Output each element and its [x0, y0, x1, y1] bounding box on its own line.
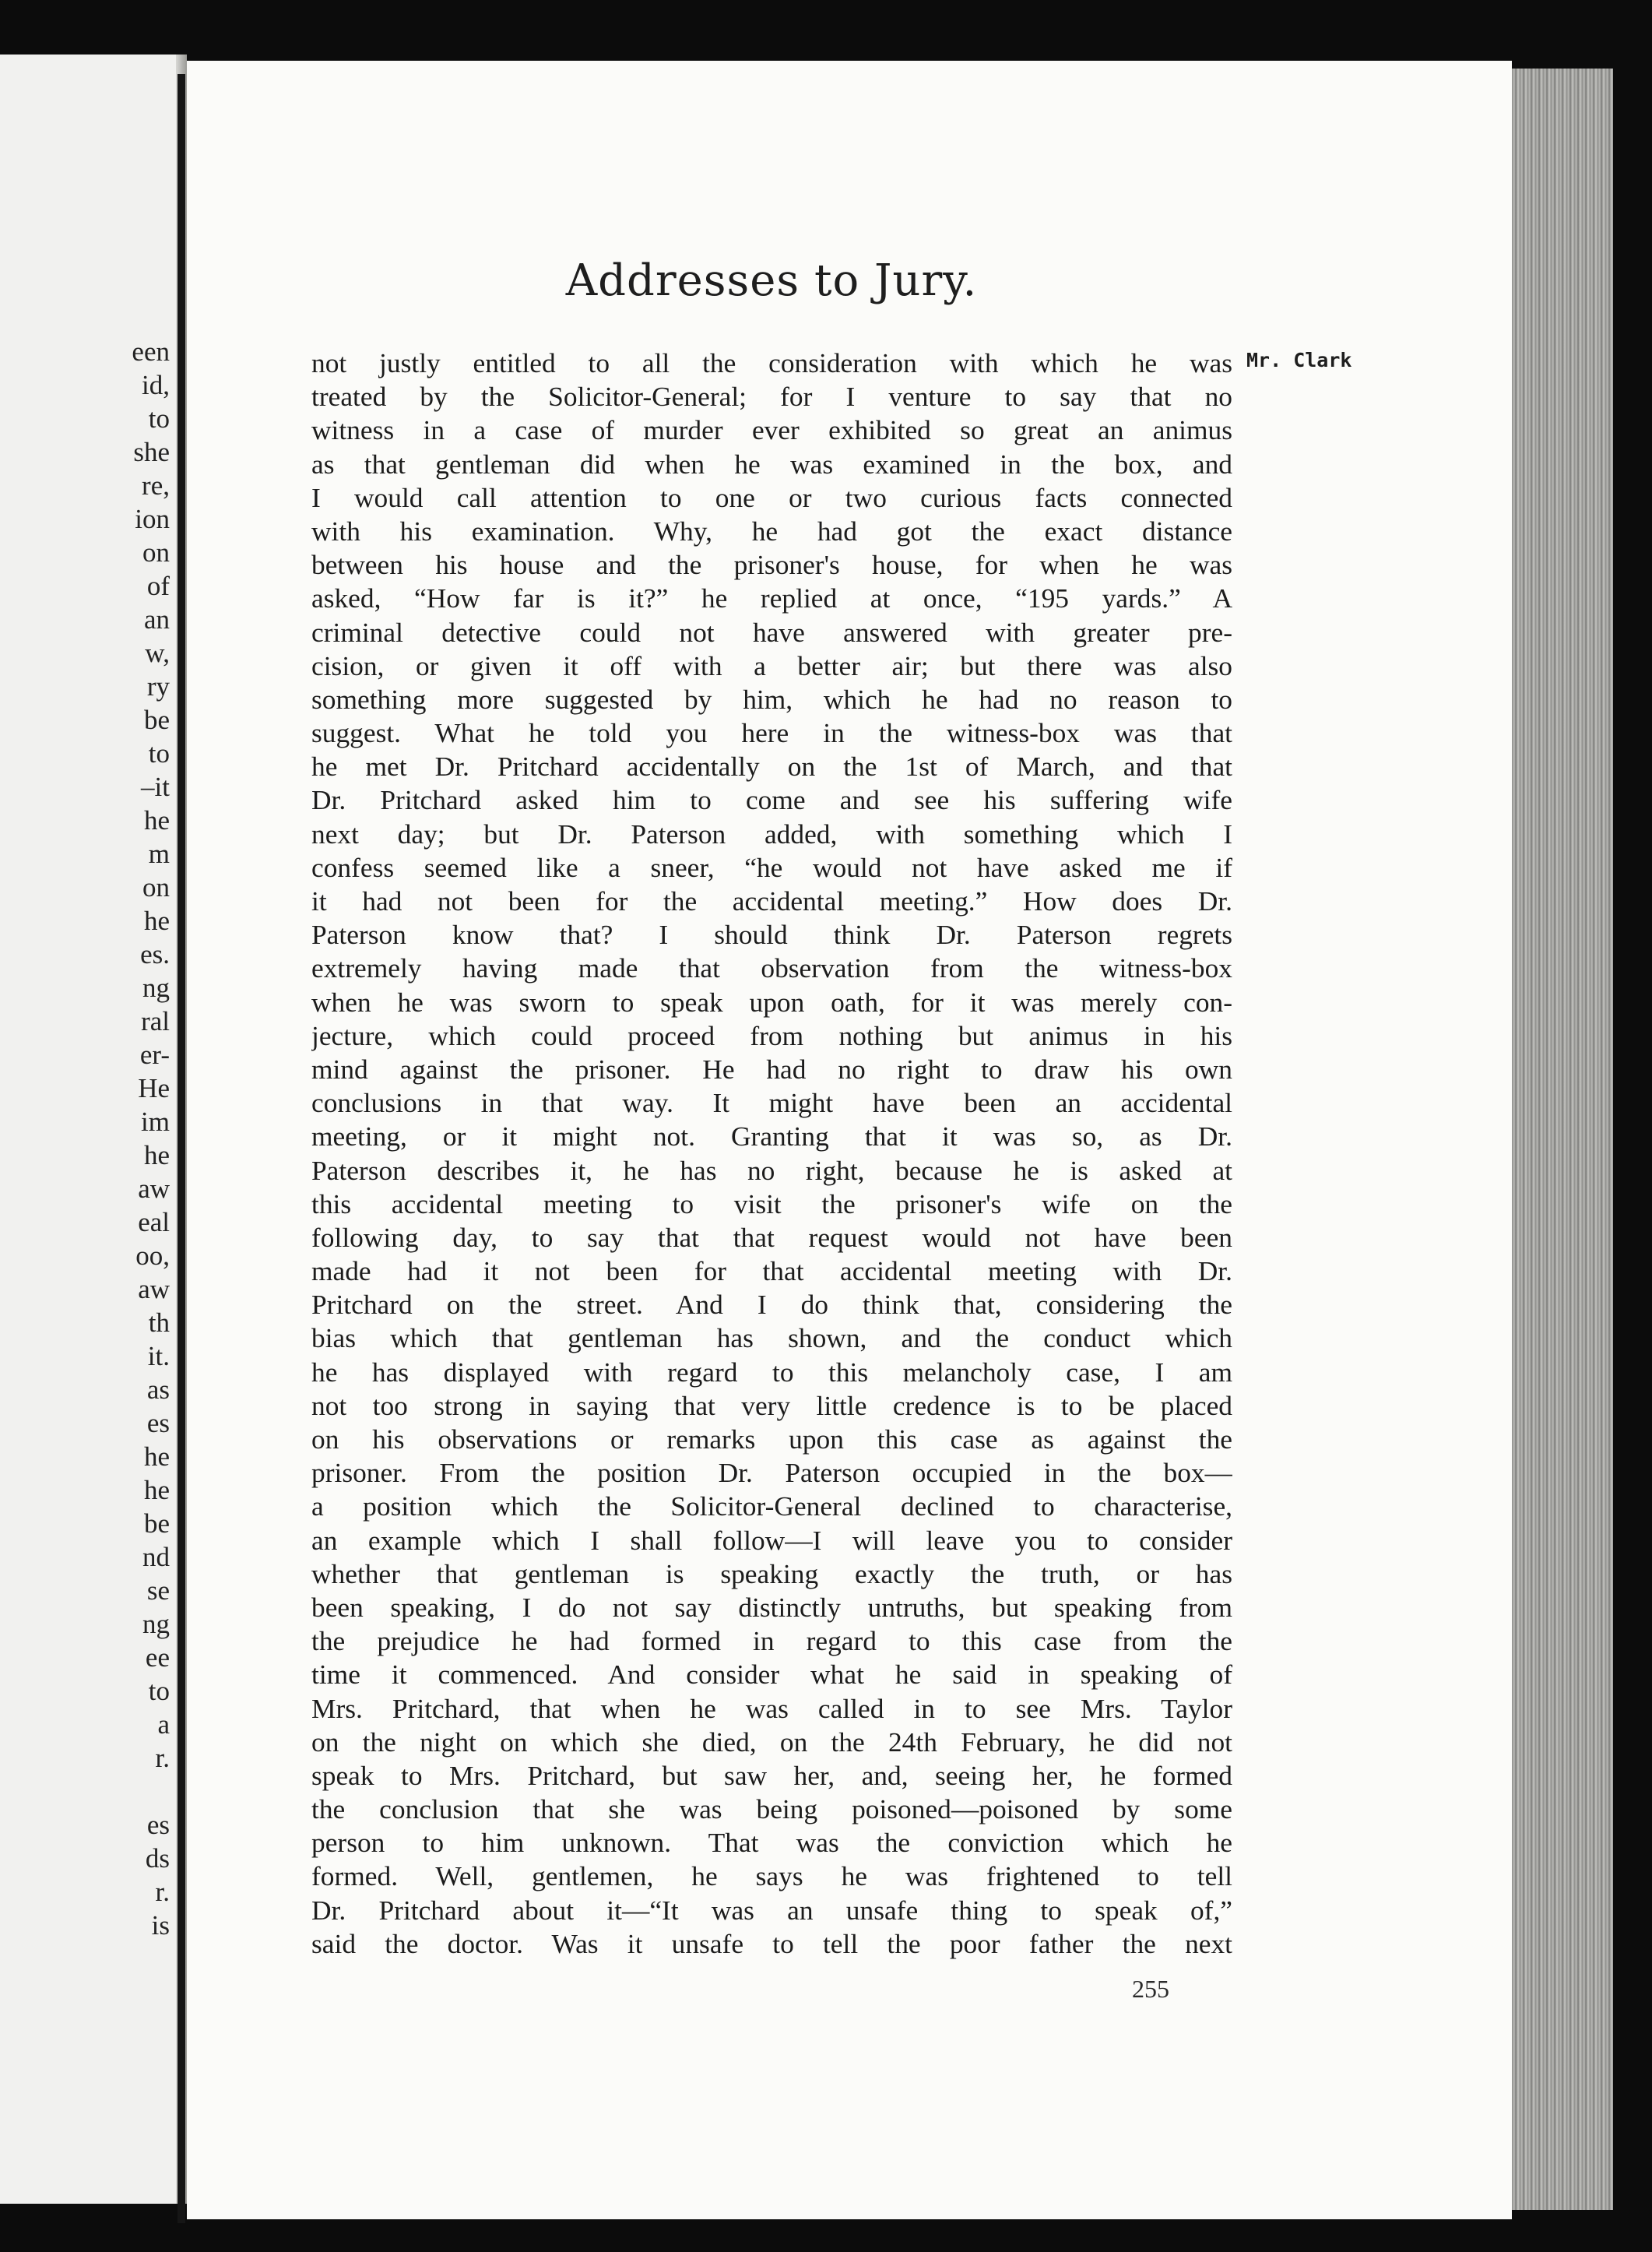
left-page-fragment: he [143, 1441, 170, 1472]
body-line: said the doctor. Was it unsafe to tell the poor father the next [311, 1927, 1232, 1959]
left-page-fragment: ng [142, 1609, 170, 1639]
body-line: prisoner. From the position Dr. Paterson occupied in the box— [311, 1457, 1232, 1489]
left-page-fragment: m [148, 839, 170, 869]
left-page-fragment: of [146, 571, 170, 601]
body-line: Mrs. Pritchard, that when he was called in to see Mrs. Taylor [311, 1692, 1232, 1724]
left-page-fragment: er- [139, 1040, 170, 1070]
body-line: it had not been for the accidental meeting.” How does Dr. [311, 885, 1232, 917]
left-page-fragment: eal [138, 1207, 170, 1237]
left-page-fragment: th [148, 1307, 170, 1338]
left-page-fragment: as [146, 1374, 170, 1405]
body-line: on his observations or remarks upon this case as against the [311, 1423, 1232, 1455]
body-line: asked, “How far is it?” he replied at once, “195 yards.” A [311, 582, 1232, 614]
body-line: when he was sworn to speak upon oath, for it was merely con- [311, 986, 1232, 1018]
left-page-fragment: is [151, 1910, 170, 1941]
left-page-fragment: ee [145, 1642, 170, 1673]
book-binding [178, 74, 185, 2223]
left-page-fragment: to [148, 403, 170, 434]
body-line: something more suggested by him, which he had no reason to [311, 683, 1232, 715]
left-page-fragment: nd [142, 1542, 170, 1572]
body-line: cision, or given it off with a better air; but there was also [311, 649, 1232, 681]
body-line: conclusions in that way. It might have been an accidental [311, 1087, 1232, 1119]
body-line: mind against the prisoner. He had no right to draw his own [311, 1053, 1232, 1085]
body-text [311, 347, 1232, 1961]
body-line: jecture, which could proceed from nothing but animus in his [311, 1019, 1232, 1051]
body-line: meeting, or it might not. Granting that it was so, as Dr. [311, 1121, 1232, 1152]
body-line: Pritchard on the street. And I do think that, considering the [311, 1289, 1232, 1321]
left-page-fragment: re, [142, 470, 170, 501]
body-line: criminal detective could not have answered with greater pre- [311, 616, 1232, 648]
left-page-fragment: ry [146, 671, 170, 702]
body-line: person to him unknown. That was the conviction which he [311, 1827, 1232, 1859]
left-page-fragment: r. [155, 1877, 170, 1907]
left-page-fragment: se [146, 1575, 170, 1606]
left-page-fragment: aw [138, 1174, 170, 1204]
body-line: Dr. Pritchard asked him to come and see his suffering wife [311, 784, 1232, 816]
left-page-fragment: be [143, 705, 170, 735]
page-title-text: Addresses to Jury. [565, 255, 978, 306]
body-line: not justly entitled to all the consideration with which he was [311, 347, 1232, 378]
body-line: an example which I shall follow—I will leave you to consider [311, 1524, 1232, 1556]
left-page-fragment: it. [147, 1341, 170, 1371]
left-page-fragment: aw [138, 1274, 170, 1304]
body-line: witness in a case of murder ever exhibited so great an animus [311, 414, 1232, 446]
left-page-fragment: a [157, 1709, 170, 1740]
left-page-fragment: es. [140, 939, 170, 969]
body-line: with his examination. Why, he had got the exact distance [311, 515, 1232, 547]
page-title [0, 255, 1652, 306]
left-page-fragment: w, [145, 638, 170, 668]
left-page-fragment: ds [145, 1843, 170, 1874]
left-page-fragment: to [148, 738, 170, 769]
body-line: next day; but Dr. Paterson added, with something which I [311, 818, 1232, 850]
body-line: whether that gentleman is speaking exactly the truth, or has [311, 1557, 1232, 1589]
left-page-fragment: to [148, 1676, 170, 1706]
body-line: the conclusion that she was being poisoned—poisoned by some [311, 1793, 1232, 1825]
page-number: 255 [1132, 1975, 1169, 2003]
left-page-fragment: he [143, 1475, 170, 1505]
body-line: bias which that gentleman has shown, and the conduct which [311, 1322, 1232, 1354]
left-page-fragment: be [143, 1508, 170, 1539]
body-line: formed. Well, gentlemen, he says he was frightened to tell [311, 1860, 1232, 1892]
left-page-fragment: ng [142, 973, 170, 1003]
left-page-fragment: he [143, 906, 170, 936]
body-line: on the night on which she died, on the 24th February, he did not [311, 1726, 1232, 1758]
body-line: he has displayed with regard to this melancholy case, I am [311, 1356, 1232, 1388]
body-line: a position which the Solicitor-General declined to characterise, [311, 1490, 1232, 1522]
left-page-fragment: ion [135, 504, 170, 534]
left-page-fragment: id, [142, 370, 170, 400]
body-line: speak to Mrs. Pritchard, but saw her, and, seeing her, he formed [311, 1759, 1232, 1791]
left-page-fragment: an [143, 604, 170, 635]
body-line: this accidental meeting to visit the prisoner's wife on the [311, 1188, 1232, 1219]
body-line: the prejudice he had formed in regard to this case from the [311, 1625, 1232, 1657]
left-page-fragment: he [143, 805, 170, 836]
body-line: between his house and the prisoner's house, for when he was [311, 549, 1232, 581]
speaker-side-note: Mr. Clark [1246, 349, 1352, 371]
left-page-fragment: she [133, 437, 170, 467]
left-page-fragment: oo, [135, 1240, 170, 1271]
left-page-fragment: r. [155, 1743, 170, 1773]
body-line: Paterson know that? I should think Dr. Paterson regrets [311, 919, 1232, 951]
left-page-fragment: ral [141, 1006, 170, 1036]
left-page-fragment [0, 1775, 170, 1808]
left-page-text-fragments [0, 335, 170, 1942]
body-line: following day, to say that that request would not have been [311, 1221, 1232, 1253]
body-line: not too strong in saying that very little credence is to be placed [311, 1389, 1232, 1421]
left-page-fragment: He [138, 1073, 170, 1103]
body-line: extremely having made that observation from the witness-box [311, 952, 1232, 984]
body-line: as that gentleman did when he was examined in the box, and [311, 448, 1232, 480]
body-line: Paterson describes it, he has no right, because he is asked at [311, 1154, 1232, 1186]
body-line: Dr. Pritchard about it—“It was an unsafe thing to speak of,” [311, 1894, 1232, 1926]
body-line: time it commenced. And consider what he said in speaking of [311, 1659, 1232, 1691]
book-page-edges [1512, 69, 1613, 2210]
body-line: made had it not been for that accidental meeting with Dr. [311, 1255, 1232, 1287]
left-page-fragment: es [146, 1810, 170, 1840]
left-page-fragment: es [146, 1408, 170, 1438]
body-line: suggest. What he told you here in the witness-box was that [311, 717, 1232, 749]
body-line: confess seemed like a sneer, “he would not have asked me if [311, 851, 1232, 883]
left-page-fragment: im [141, 1107, 170, 1137]
left-page-fragment: –it [141, 772, 170, 802]
body-line: I would call attention to one or two curious facts connected [311, 481, 1232, 513]
body-line: been speaking, I do not say distinctly untruths, but speaking from [311, 1591, 1232, 1623]
left-page-fragment: he [143, 1140, 170, 1170]
body-line: treated by the Solicitor-General; for I venture to say that no [311, 381, 1232, 413]
left-page-fragment: on [142, 537, 170, 568]
left-page-fragment: een [132, 336, 170, 367]
body-line: he met Dr. Pritchard accidentally on the 1st of March, and that [311, 751, 1232, 783]
left-page-fragment: on [142, 872, 170, 903]
